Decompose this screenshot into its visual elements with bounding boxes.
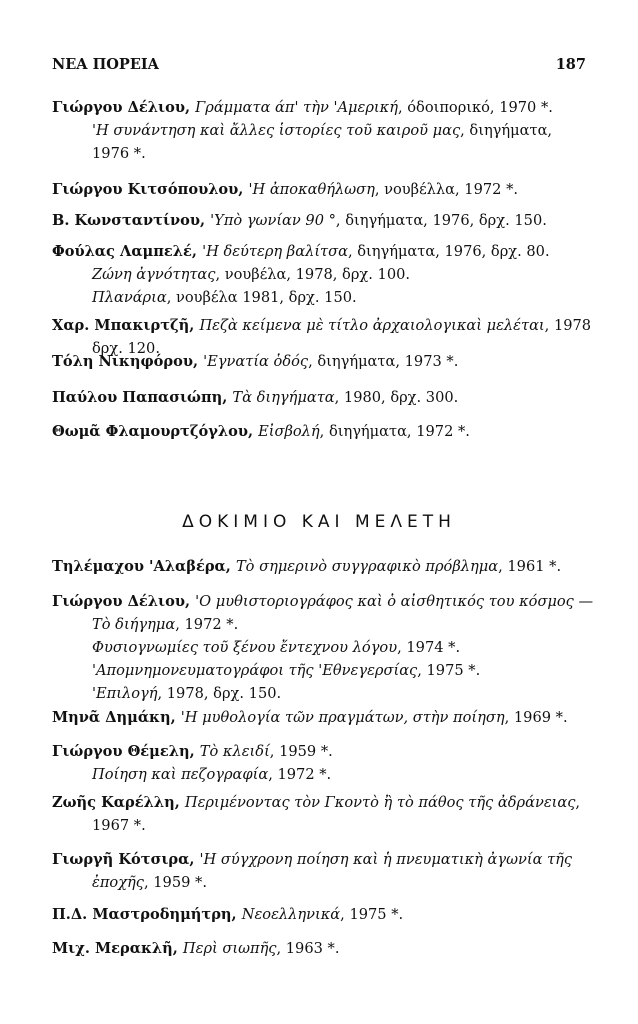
bibliography-entry <box>52 555 600 578</box>
entry-continuation-line <box>52 659 600 682</box>
bibliography-entry <box>52 706 600 729</box>
entry-continuation-line <box>52 142 600 165</box>
entry-continuation-line <box>52 763 600 786</box>
journal-title: ΝΕΑ ΠΟΡΕΙΑ <box>52 56 159 73</box>
work-title: 'Η συνάντηση καὶ ἄλλες ἱστορίες τοῦ καιροῦ μας <box>92 122 461 139</box>
author-name: Γιώργου Κιτσόπουλου, <box>52 181 249 198</box>
author-name: Μηνᾶ Δημάκη, <box>52 709 181 726</box>
work-title: Τὸ σημερινὸ συγγραφικὸ πρόβλημα <box>235 558 499 575</box>
entry-line <box>52 903 600 926</box>
publication-details: , 1974 *. <box>397 639 461 656</box>
author-name: Ζωῆς Καρέλλη, <box>52 794 185 811</box>
entry-line <box>52 590 600 613</box>
publication-details: , νουβέλλα, 1972 *. <box>374 181 519 198</box>
entry-line <box>52 420 600 443</box>
entry-line <box>52 240 600 263</box>
entry-continuation-line <box>52 613 600 636</box>
author-name: Μιχ. Μερακλῆ, <box>52 940 183 957</box>
publication-details: , 1980, δρχ. 300. <box>334 389 459 406</box>
publication-details: 1967 *. <box>92 817 146 834</box>
entry-line <box>52 209 600 232</box>
bibliography-entry <box>52 350 600 373</box>
publication-details: , 1972 *. <box>268 766 332 783</box>
work-title: Ζώνη ἀγνότητας <box>92 266 216 283</box>
author-name: Γιώργου Δέλιου, <box>52 99 196 116</box>
author-name: Χαρ. Μπακιρτζῆ, <box>52 317 200 334</box>
publication-details: , όδοιπορικό, 1970 *. <box>397 99 553 116</box>
bibliography-entry <box>52 96 600 165</box>
publication-details: , 1975 *. <box>340 906 404 923</box>
work-title: Εἰσβολή <box>258 423 320 440</box>
work-title: Πλανάρια <box>92 289 167 306</box>
bibliography-entry <box>52 386 600 409</box>
entry-line <box>52 96 600 119</box>
bibliography-entry <box>52 590 600 705</box>
publication-details: , νουβέλα, 1978, δρχ. 100. <box>215 266 411 283</box>
entry-line <box>52 706 600 729</box>
entry-line <box>52 791 600 814</box>
entry-continuation-line <box>52 636 600 659</box>
entry-line <box>52 178 600 201</box>
running-header <box>52 56 586 73</box>
work-title: Ποίηση καὶ πεζογραφία <box>92 766 269 783</box>
bibliography-entry <box>52 740 600 786</box>
author-name: Γιωργῆ Κότσιρα, <box>52 851 200 868</box>
publication-details: , διηγήματα, 1972 *. <box>319 423 470 440</box>
bibliography-entry <box>52 791 600 837</box>
work-title: 'Απομνημονευματογράφοι τῆς 'Εθνεγερσίας <box>92 662 418 679</box>
bibliography-entry <box>52 848 600 894</box>
work-title: 'Η μυθολογία τῶν πραγμάτων, στὴν ποίηση <box>180 709 505 726</box>
work-title: Πεζὰ κείμενα μὲ τίτλο ἀρχαιολογικαὶ μελέται <box>199 317 545 334</box>
publication-details: , 1963 *. <box>276 940 340 957</box>
bibliography-entry <box>52 209 600 232</box>
work-title: Γράμματα άπ' τὴν 'Αμερική <box>195 99 398 116</box>
author-name: Φούλας Λαμπελέ, <box>52 243 203 260</box>
author-name: Π.Δ. Μαστροδημήτρη, <box>52 906 242 923</box>
publication-details: , διηγήματα, <box>460 122 553 139</box>
work-title: 'Υπὸ γωνίαν 90 ° <box>210 212 336 229</box>
work-title: 'Η σύγχρονη ποίηση καὶ ἡ πνευματικὴ ἀγωνία τῆς <box>199 851 573 868</box>
publication-details: , διηγήματα, 1976, δρχ. 150. <box>335 212 547 229</box>
author-name: Τόλη Νικηφόρου, <box>52 353 204 370</box>
publication-details: , 1975 *. <box>417 662 481 679</box>
entry-line <box>52 848 600 871</box>
entry-line <box>52 350 600 373</box>
publication-details: , 1972 *. <box>175 616 239 633</box>
work-title: 'Εγνατία ὁδός <box>203 353 309 370</box>
work-title: 'Η ἀποκαθήλωση <box>248 181 375 198</box>
publication-details: , <box>575 794 581 811</box>
publication-details: , διηγήματα, 1973 *. <box>308 353 459 370</box>
author-name: Γιώργου Δέλιου, <box>52 593 196 610</box>
bibliography-entry <box>52 240 600 309</box>
entry-continuation-line <box>52 682 600 705</box>
entry-line <box>52 314 600 337</box>
author-name: Γιώργου Θέμελη, <box>52 743 200 760</box>
work-title: Τὸ κλειδί <box>199 743 270 760</box>
author-name: Παύλου Παπασιώπη, <box>52 389 233 406</box>
entry-continuation-line <box>52 263 600 286</box>
page-number: 187 <box>555 56 586 73</box>
publication-details: , νουβέλα 1981, δρχ. 150. <box>166 289 357 306</box>
bibliography-entry <box>52 420 600 443</box>
publication-details: , 1978, δρχ. 150. <box>157 685 282 702</box>
publication-details: 1976 *. <box>92 145 146 162</box>
publication-details: , 1961 *. <box>498 558 562 575</box>
work-title: Τὸ διήγημα <box>92 616 176 633</box>
work-title: 'Η δεύτερη βαλίτσα <box>202 243 348 260</box>
entry-line <box>52 555 600 578</box>
entry-line <box>52 740 600 763</box>
section-heading: ΔΟΚΙΜΙΟ ΚΑΙ ΜΕΛΕΤΗ <box>182 512 456 532</box>
entry-line <box>52 937 600 960</box>
publication-details: , 1969 *. <box>504 709 568 726</box>
bibliography-entry <box>52 178 600 201</box>
publication-details: , 1959 *. <box>143 874 207 891</box>
entry-continuation-line <box>52 871 600 894</box>
entry-line <box>52 386 600 409</box>
work-title: Περὶ σιωπῆς <box>182 940 277 957</box>
work-title: 'Ο μυθιστοριογράφος καὶ ὁ αἰσθητικός του κόσμος — <box>195 593 594 610</box>
publication-details: , διηγήματα, 1976, δρχ. 80. <box>347 243 550 260</box>
work-title: Νεοελληνικά <box>241 906 341 923</box>
publication-details: δρχ. 120. <box>92 340 160 357</box>
work-title: Περιμένοντας τὸν Γκοντὸ ἢ τὸ πάθος τῆς ἀδράνειας <box>184 794 576 811</box>
author-name: Θωμᾶ Φλαμουρτζόγλου, <box>52 423 259 440</box>
publication-details: , 1978 <box>544 317 592 334</box>
bibliography-entry <box>52 937 600 960</box>
entry-continuation-line <box>52 119 600 142</box>
work-title: 'Επιλογή <box>92 685 158 702</box>
author-name: Β. Κωνσταντίνου, <box>52 212 211 229</box>
work-title: ἐποχῆς <box>92 874 144 891</box>
work-title: Τὰ διηγήματα <box>232 389 335 406</box>
bibliography-entry <box>52 903 600 926</box>
entry-continuation-line <box>52 286 600 309</box>
author-name: Τηλέμαχου 'Αλαβέρα, <box>52 558 236 575</box>
work-title: Φυσιογνωμίες τοῦ ξένου ἔντεχνου λόγου <box>92 639 398 656</box>
entry-continuation-line <box>52 814 600 837</box>
publication-details: , 1959 *. <box>269 743 333 760</box>
